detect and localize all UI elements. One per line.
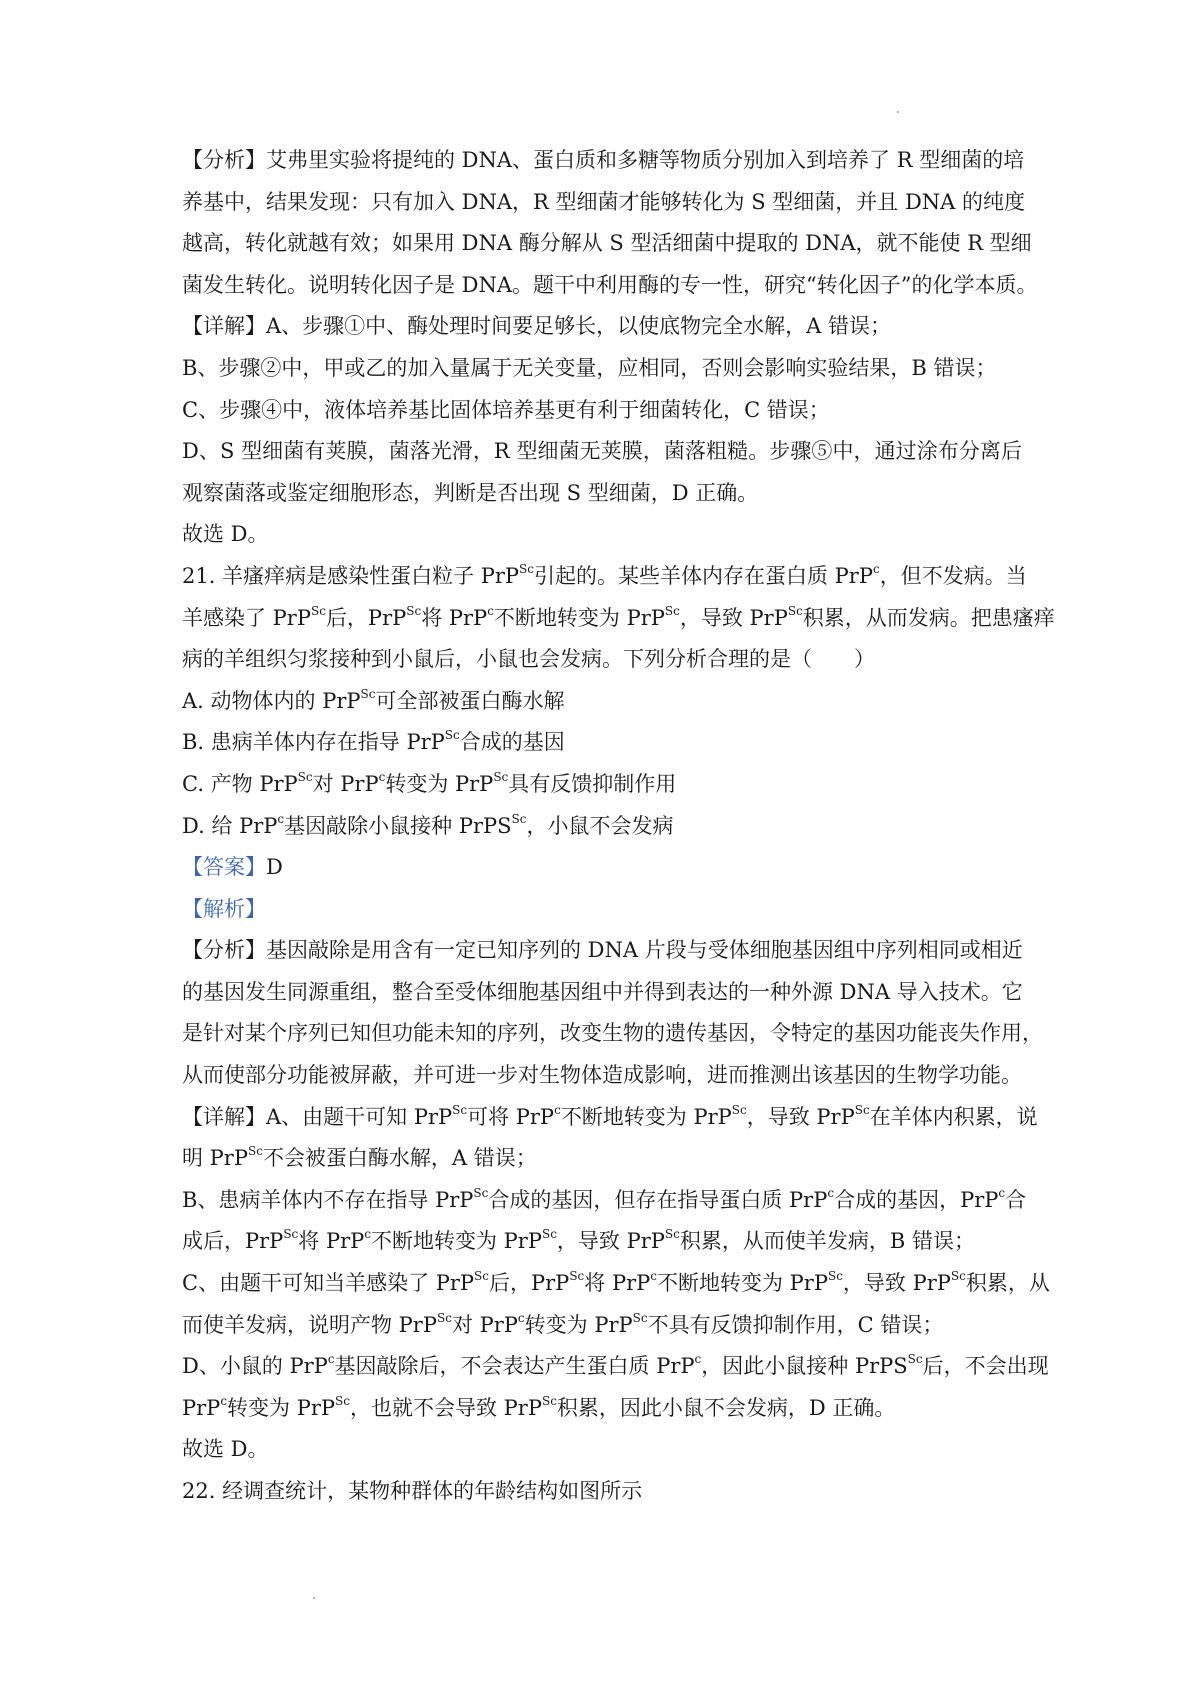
text-run: 明 PrP <box>182 1146 248 1171</box>
text-run: 【分析】艾弗里实验将提纯的 DNA、蛋白质和多糖等物质分别加入到培养了 R 型细菌的培 <box>182 148 1025 172</box>
section-label: 【解析】 <box>182 896 266 921</box>
text-run: 在羊体内积累，说 <box>869 1104 1038 1129</box>
text-run: 可全部被蛋白酶水解 <box>375 688 565 713</box>
text-run: 菌发生转化。说明转化因子是 DNA。题干中利用酶的专一性，研究“转化因子”的化学本质。 <box>182 272 1038 297</box>
text-run: 合 <box>1005 1187 1027 1212</box>
text-run: ，但不发病。当 <box>879 563 1027 588</box>
text-run: 羊感染了 PrP <box>182 605 311 630</box>
text-run: D <box>266 855 283 880</box>
superscript: c <box>517 1310 525 1325</box>
document-body <box>182 140 1055 1513</box>
text-run: ，小鼠不会发病 <box>526 813 674 838</box>
text-line <box>182 639 1022 681</box>
text-line <box>182 722 1022 764</box>
text-line <box>182 806 1022 848</box>
text-run: C、由题干可知当羊感染了 PrP <box>182 1271 475 1296</box>
text-run: 不断地转变为 PrP <box>370 1229 542 1254</box>
text-run: 对 PrP <box>451 1312 518 1337</box>
scan-dot <box>313 1597 315 1599</box>
superscript: c <box>378 769 386 784</box>
text-line <box>182 473 1022 515</box>
superscript: Sc <box>664 603 680 618</box>
superscript: Sc <box>569 1269 585 1284</box>
text-run: 可将 PrP <box>467 1104 555 1129</box>
text-run: 养基中，结果发现：只有加入 DNA，R 型细菌才能够转化为 S 型细菌，并且 DNA 的纯度 <box>182 189 1026 214</box>
superscript: Sc <box>436 1310 452 1325</box>
superscript: c <box>364 1227 371 1242</box>
superscript: c <box>998 1185 1006 1200</box>
text-run: D. 给 PrP <box>182 813 278 838</box>
text-run: ，因此小鼠接种 PrPS <box>701 1354 908 1379</box>
superscript: c <box>277 811 285 826</box>
superscript: Sc <box>664 1227 680 1242</box>
text-run: 【详解】A、步骤①中、酶处理时间要足够长，以使底物完全水解，A 错误； <box>182 314 892 339</box>
superscript: Sc <box>541 1227 557 1242</box>
text-line <box>182 930 1022 972</box>
superscript: c <box>554 1102 561 1117</box>
superscript: Sc <box>787 603 803 618</box>
superscript: Sc <box>247 1144 263 1159</box>
text-line <box>182 306 1022 348</box>
text-run: C. 产物 PrP <box>182 771 298 796</box>
superscript: c <box>220 1393 228 1408</box>
text-run: 不断地转变为 PrP <box>493 605 665 630</box>
text-run: PrP <box>182 1395 221 1420</box>
text-line <box>182 1388 1022 1430</box>
text-run: ，导致 PrP <box>556 1229 665 1254</box>
text-run: 【详解】A、由题干可知 PrP <box>182 1104 453 1129</box>
text-run: 积累，从而发病。把患瘙痒 <box>802 605 1055 630</box>
text-run: 转变为 PrP <box>227 1395 336 1420</box>
superscript: Sc <box>297 769 313 784</box>
superscript: c <box>827 1185 835 1200</box>
superscript: Sc <box>541 1393 557 1408</box>
text-line <box>182 1180 1027 1222</box>
superscript: Sc <box>632 1310 648 1325</box>
text-run: ，导致 PrP <box>842 1271 951 1296</box>
text-run: 越高，转化就越有效；如果用 DNA 酶分解从 S 型活细菌中提取的 DNA，就不能使 R 型细 <box>182 231 1032 256</box>
text-run: 22. 经调查统计，某物种群体的年龄结构如图所示 <box>182 1479 643 1503</box>
text-line <box>182 348 1022 390</box>
text-line <box>182 1471 1022 1513</box>
scan-dot <box>897 111 899 113</box>
text-run: 转变为 PrP <box>385 771 494 796</box>
superscript: Sc <box>444 728 460 743</box>
superscript: Sc <box>474 1269 489 1284</box>
text-line <box>182 681 1022 723</box>
text-run: C、步骤④中，液体培养基比固体培养基更有利于细菌转化，C 错误； <box>182 397 830 422</box>
text-run: 21. 羊瘙痒病是感染性蛋白粒子 PrP <box>182 563 520 588</box>
text-line <box>182 1305 1022 1347</box>
text-run: D、小鼠的 PrP <box>182 1354 328 1379</box>
text-line <box>182 556 1027 598</box>
superscript: Sc <box>335 1393 350 1408</box>
superscript: c <box>650 1269 657 1284</box>
text-line <box>182 265 1038 307</box>
text-run: B、步骤②中，甲或乙的加入量属于无关变量，应相同，否则会影响实验结果，B 错误； <box>182 355 997 380</box>
superscript: Sc <box>283 1227 299 1242</box>
text-line <box>182 1221 1022 1263</box>
superscript: Sc <box>473 1185 489 1200</box>
superscript: Sc <box>406 603 422 618</box>
text-run: 而使羊发病，说明产物 PrP <box>182 1312 437 1337</box>
text-line <box>182 182 1026 224</box>
section-label: 【答案】 <box>182 855 266 880</box>
superscript: Sc <box>310 603 326 618</box>
text-run: 将 PrP <box>298 1229 365 1254</box>
text-run: 对 PrP <box>312 771 379 796</box>
text-run: 的基因发生同源重组，整合至受体细胞基因组中并得到表达的一种外源 DNA 导入技术。它 <box>182 979 1023 1004</box>
text-line <box>182 972 1022 1014</box>
superscript: Sc <box>493 769 509 784</box>
text-run: 将 PrP <box>421 605 488 630</box>
superscript: Sc <box>731 1102 747 1117</box>
superscript: Sc <box>827 1269 843 1284</box>
text-run: 【分析】基因敲除是用含有一定已知序列的 DNA 片段与受体细胞基因组中序列相同或相近 <box>182 938 1023 963</box>
text-run: 合成的基因，PrP <box>834 1187 999 1212</box>
text-line <box>182 140 1025 182</box>
text-line <box>182 764 1022 806</box>
text-run: A. 动物体内的 PrP <box>182 688 361 713</box>
text-run: 将 PrP <box>584 1271 651 1296</box>
text-line <box>182 598 1055 640</box>
text-run: 具有反馈抑制作用 <box>508 771 677 796</box>
superscript: c <box>694 1352 702 1367</box>
text-run: 合成的基因 <box>459 730 565 755</box>
text-run: 故选 D。 <box>182 522 269 547</box>
text-line <box>182 1429 1022 1471</box>
text-run: 后，PrP <box>325 605 407 630</box>
superscript: Sc <box>511 811 527 826</box>
text-run: 基因敲除小鼠接种 PrPS <box>284 813 512 838</box>
superscript: Sc <box>907 1352 923 1367</box>
text-line <box>182 1263 1050 1305</box>
text-line <box>182 514 1022 556</box>
superscript: c <box>872 561 880 576</box>
text-run: 不断地转变为 PrP <box>656 1271 828 1296</box>
text-run: B. 患病羊体内存在指导 PrP <box>182 730 445 755</box>
text-run: ，导致 PrP <box>679 605 788 630</box>
text-run: 是针对某个序列已知但功能未知的序列，改变生物的遗传基因，令特定的基因功能丧失作用， <box>182 1021 1043 1046</box>
text-run: 不具有反馈抑制作用，C 错误； <box>647 1312 944 1337</box>
text-line <box>182 390 1022 432</box>
text-run: 积累，因此小鼠不会发病，D 正确。 <box>556 1395 896 1420</box>
text-run: 故选 D。 <box>182 1437 269 1462</box>
text-line <box>182 1138 1022 1180</box>
superscript: Sc <box>452 1102 468 1117</box>
text-line <box>182 1097 1038 1139</box>
text-line <box>182 223 1032 265</box>
text-run: ，也就不会导致 PrP <box>349 1395 542 1420</box>
text-run: 积累，从而使羊发病，B 错误； <box>679 1229 975 1254</box>
text-run: 观察菌落或鉴定细胞形态，判断是否出现 S 型细菌，D 正确。 <box>182 480 759 505</box>
text-run: 不会被蛋白酶水解，A 错误； <box>262 1146 537 1171</box>
text-run: 成后，PrP <box>182 1229 284 1254</box>
text-line <box>182 889 1022 931</box>
text-run: 后，PrP <box>489 1271 570 1296</box>
superscript: Sc <box>854 1102 870 1117</box>
text-run: 后，不会出现 <box>922 1354 1049 1379</box>
text-run: B、患病羊体内不存在指导 PrP <box>182 1187 474 1212</box>
text-run: ，导致 PrP <box>746 1104 855 1129</box>
text-run: 不断地转变为 PrP <box>560 1104 732 1129</box>
superscript: Sc <box>950 1269 966 1284</box>
text-run: 基因敲除后，不会表达产生蛋白质 PrP <box>334 1354 695 1379</box>
text-line <box>182 847 1022 889</box>
text-line <box>182 1055 1022 1097</box>
text-run: 从而使部分功能被屏蔽，并可进一步对生物体造成影响，进而推测出该基因的生物学功能。 <box>182 1063 1022 1088</box>
text-run: D、S 型细菌有荚膜，菌落光滑，R 型细菌无荚膜，菌落粗糙。步骤⑤中，通过涂布分离后 <box>182 439 1022 464</box>
text-line <box>182 431 1022 473</box>
text-run: 病的羊组织匀浆接种到小鼠后，小鼠也会发病。下列分析合理的是（ ） <box>182 647 875 672</box>
superscript: c <box>487 603 494 618</box>
text-run: 积累，从 <box>965 1271 1050 1296</box>
text-run: 引起的。某些羊体内存在蛋白质 PrP <box>534 563 873 588</box>
superscript: Sc <box>360 686 376 701</box>
text-run: 转变为 PrP <box>524 1312 633 1337</box>
superscript: Sc <box>519 561 534 576</box>
superscript: c <box>327 1352 335 1367</box>
text-line <box>182 1013 1043 1055</box>
text-run: 合成的基因，但存在指导蛋白质 PrP <box>488 1187 828 1212</box>
text-line <box>182 1346 1049 1388</box>
